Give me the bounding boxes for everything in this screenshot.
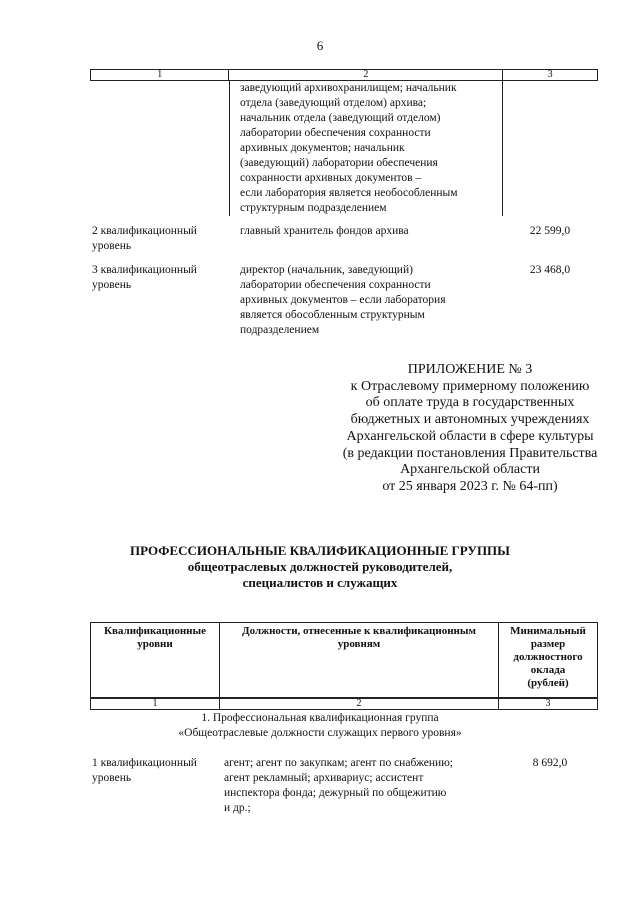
position-line: инспектора фонда; дежурный по общежитию bbox=[224, 787, 447, 799]
group-title-line: 1. Профессиональная квалификационная группа bbox=[201, 712, 439, 724]
continued-line: (заведующий) лаборатории обеспечения bbox=[240, 157, 438, 169]
continued-line: структурным подразделением bbox=[240, 202, 387, 214]
appendix-line: бюджетных и автономных учреждениях bbox=[350, 412, 590, 428]
position-line: агент рекламный; архивариус; ассистент bbox=[224, 772, 424, 784]
title-line: специалистов и служащих bbox=[242, 575, 398, 590]
header-line: должностного bbox=[513, 651, 583, 663]
header-line: Квалификационные bbox=[104, 625, 206, 637]
header-line: уровни bbox=[137, 638, 173, 650]
position-line: подразделением bbox=[240, 324, 320, 336]
continued-positions bbox=[240, 81, 500, 216]
header-col-levels bbox=[91, 623, 220, 698]
level-line: уровень bbox=[92, 240, 132, 252]
continued-line: сохранности архивных документов – bbox=[240, 172, 422, 184]
appendix-line: к Отраслевому примерному положению bbox=[350, 378, 590, 394]
top-col-number-1: 1 bbox=[91, 70, 229, 81]
position-line: является обособленным структурным bbox=[240, 309, 425, 321]
appendix-line: об оплате труда в государственных bbox=[365, 395, 575, 411]
appendix-line: (в редакции постановления Правительства bbox=[342, 445, 598, 461]
header-col-positions bbox=[220, 623, 499, 698]
appendix-line: ПРИЛОЖЕНИЕ № 3 bbox=[407, 362, 533, 377]
continued-line: начальник отдела (заведующий отделом) bbox=[240, 112, 441, 124]
top-col-number-2: 2 bbox=[229, 70, 503, 81]
appendix-line: от 25 января 2023 г. № 64-пп) bbox=[382, 478, 558, 494]
main-table-number-row bbox=[90, 698, 598, 710]
level-line: 3 квалификационный bbox=[92, 264, 197, 276]
level-line: 1 квалификационный bbox=[92, 757, 197, 769]
title-line: ПРОФЕССИОНАЛЬНЫЕ КВАЛИФИКАЦИОННЫЕ ГРУППЫ bbox=[130, 543, 510, 558]
position-line: агент; агент по закупкам; агент по снабжению; bbox=[224, 757, 454, 769]
positions-cell-2 bbox=[240, 224, 500, 239]
continued-line: отдела (заведующий отделом) архива; bbox=[240, 97, 427, 109]
header-col-salary bbox=[499, 623, 598, 698]
header-line: уровням bbox=[337, 638, 381, 650]
group-title-line: «Общеотраслевые должности служащих первого уровня» bbox=[178, 727, 462, 739]
appendix-line: Архангельской области в сфере культуры bbox=[346, 428, 594, 444]
main-col-number-3: 3 bbox=[499, 699, 598, 710]
position-line: архивных документов – если лаборатория bbox=[240, 294, 446, 306]
main-col-number-1: 1 bbox=[91, 699, 220, 710]
main-col-number-2: 2 bbox=[220, 699, 499, 710]
continued-line: лаборатории обеспечения сохранности bbox=[240, 127, 431, 139]
appendix-block bbox=[300, 362, 640, 496]
level-cell-3 bbox=[92, 263, 197, 293]
salary-cell-2: 22 599,0 bbox=[529, 225, 571, 237]
level-line: 2 квалификационный bbox=[92, 225, 197, 237]
title-line: общеотраслевых должностей руководителей, bbox=[187, 559, 453, 574]
document-title bbox=[0, 543, 640, 591]
level-line: уровень bbox=[92, 772, 132, 784]
position-line: главный хранитель фондов архива bbox=[240, 225, 409, 237]
header-line: размер bbox=[530, 638, 566, 650]
top-table-border-left bbox=[229, 80, 230, 216]
positions-cell-3 bbox=[240, 263, 500, 338]
top-table-number-row bbox=[90, 69, 598, 81]
position-line: директор (начальник, заведующий) bbox=[240, 264, 413, 276]
page-number: 6 bbox=[316, 38, 324, 53]
continued-line: заведующий архивохранилищем; начальник bbox=[240, 82, 457, 94]
top-col-number-3: 3 bbox=[503, 70, 598, 81]
position-line: и др.; bbox=[224, 802, 251, 814]
main-positions-cell-1 bbox=[224, 756, 453, 816]
main-table-header bbox=[90, 622, 598, 698]
group-title bbox=[0, 711, 640, 741]
position-line: лаборатории обеспечения сохранности bbox=[240, 279, 431, 291]
header-line: Должности, отнесенные к квалификационным bbox=[242, 625, 476, 637]
header-line: оклада bbox=[530, 664, 566, 676]
level-cell-2 bbox=[92, 224, 197, 254]
main-level-cell-1 bbox=[92, 756, 197, 786]
level-line: уровень bbox=[92, 279, 132, 291]
top-table-border-right bbox=[502, 80, 503, 216]
main-salary-cell-1: 8 692,0 bbox=[532, 757, 568, 769]
header-line: Минимальный bbox=[510, 625, 586, 637]
appendix-line: Архангельской области bbox=[400, 462, 540, 478]
header-line: (рублей) bbox=[527, 677, 569, 689]
continued-line: архивных документов; начальник bbox=[240, 142, 405, 154]
continued-line: если лаборатория является необособленным bbox=[240, 187, 458, 199]
salary-cell-3: 23 468,0 bbox=[529, 264, 571, 276]
